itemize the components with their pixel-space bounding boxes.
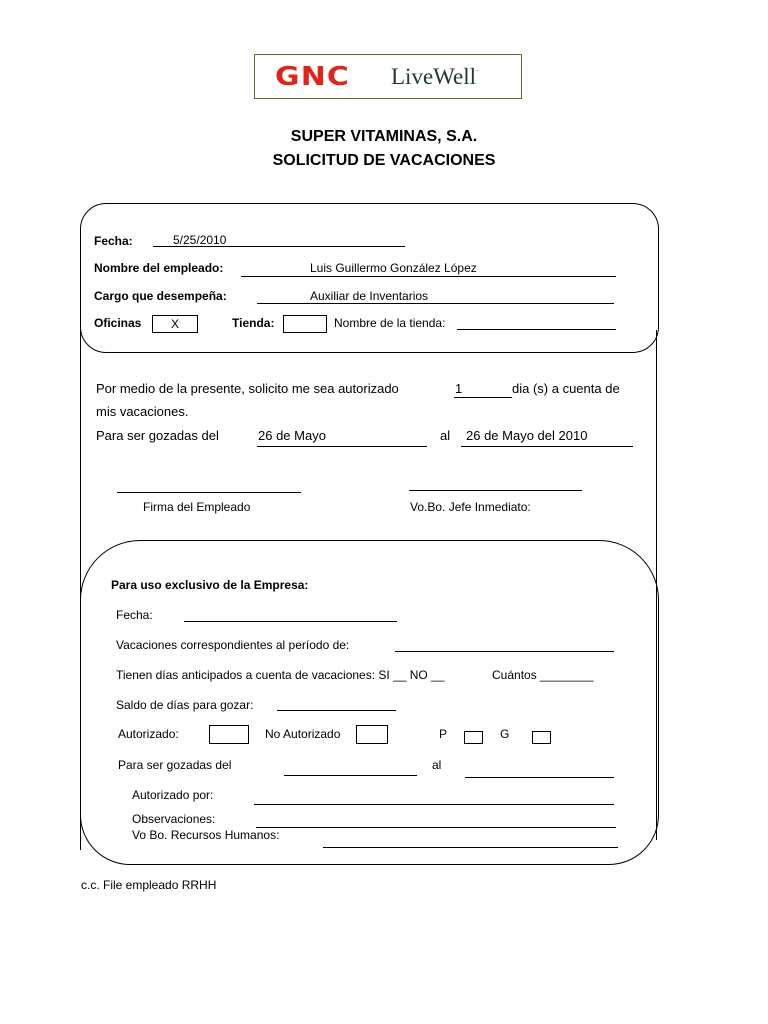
autorizado-label: Autorizado: (118, 727, 179, 741)
oficinas-label: Oficinas (94, 316, 142, 330)
firma-empleado-line (117, 492, 301, 493)
request-text-2: dia (s) a cuenta de (512, 381, 620, 396)
days-value[interactable]: 1 (455, 381, 463, 396)
g-checkbox[interactable] (532, 731, 551, 744)
saldo-label: Saldo de días para gozar: (116, 698, 254, 712)
cu-al-label: al (432, 758, 442, 772)
from-date-line (257, 446, 427, 447)
request-text-3: mis vacaciones. (96, 404, 189, 419)
periodo-label: Vacaciones correspondientes al período de: (116, 638, 350, 652)
logo-brand: GNC (275, 62, 350, 92)
cu-fecha-label: Fecha: (116, 608, 153, 622)
cargo-label: Cargo que desempeña: (94, 289, 227, 303)
saldo-line (277, 710, 396, 711)
from-date-value[interactable]: 26 de Mayo (258, 428, 326, 443)
vobo-rrhh-label: Vo Bo. Recursos Humanos: (132, 828, 280, 842)
nombre-field-line (241, 276, 616, 277)
g-label: G (500, 727, 510, 741)
oficinas-checkbox[interactable]: X (152, 315, 198, 333)
days-field-line (454, 397, 512, 398)
to-date-line (461, 446, 633, 447)
no-autorizado-label: No Autorizado (265, 727, 341, 741)
fecha-value[interactable]: 5/25/2010 (173, 233, 227, 247)
company-logo (254, 54, 522, 99)
vobo-rrhh-line (323, 847, 618, 848)
nombre-value[interactable]: Luis Guillermo González López (310, 261, 477, 275)
autorizado-por-line (254, 804, 614, 805)
company-use-heading: Para uso exclusivo de la Empresa: (111, 578, 309, 592)
autorizado-checkbox[interactable] (209, 725, 249, 744)
cc-footer: c.c. File empleado RRHH (81, 878, 217, 892)
periodo-line (395, 651, 614, 652)
p-label: P (439, 727, 448, 741)
fecha-field-line (153, 246, 405, 247)
tienda-label: Tienda: (232, 316, 275, 330)
cu-fecha-line (184, 621, 397, 622)
vobo-jefe-line (409, 490, 582, 491)
logo-tagline: LiveWell. (391, 64, 479, 89)
cu-gozadas-to-line (465, 777, 614, 778)
company-name: SUPER VITAMINAS, S.A. (290, 128, 478, 145)
to-date-value[interactable]: 26 de Mayo del 2010 (466, 428, 588, 443)
autorizado-por-label: Autorizado por: (132, 788, 214, 802)
cargo-value[interactable]: Auxiliar de Inventarios (310, 289, 429, 303)
nombre-label: Nombre del empleado: (94, 261, 224, 275)
gozadas-label: Para ser gozadas del (96, 428, 219, 443)
fecha-label: Fecha: (94, 234, 133, 248)
vobo-jefe-label: Vo.Bo. Jefe Inmediato: (410, 500, 531, 514)
cu-gozadas-label: Para ser gozadas del (118, 758, 232, 772)
cu-gozadas-from-line (284, 775, 417, 776)
observaciones-line (256, 827, 616, 828)
request-text-1: Por medio de la presente, solicito me sea autorizado (96, 381, 399, 396)
cargo-field-line (257, 303, 614, 304)
no-autorizado-checkbox[interactable] (356, 725, 388, 744)
form-title: SOLICITUD DE VACACIONES (272, 152, 496, 169)
al-label: al (440, 428, 451, 443)
anticipados-label: Tienen días anticipados a cuenta de vacaciones: SI __ NO __ (116, 668, 445, 682)
tienda-checkbox[interactable] (283, 315, 327, 333)
nombre-tienda-label: Nombre de la tienda: (334, 316, 446, 330)
cuantos-label: Cuántos ________ (492, 668, 594, 682)
p-checkbox[interactable] (464, 731, 483, 744)
nombre-tienda-field-line (457, 329, 616, 330)
firma-empleado-label: Firma del Empleado (143, 500, 251, 514)
observaciones-label: Observaciones: (132, 812, 216, 826)
